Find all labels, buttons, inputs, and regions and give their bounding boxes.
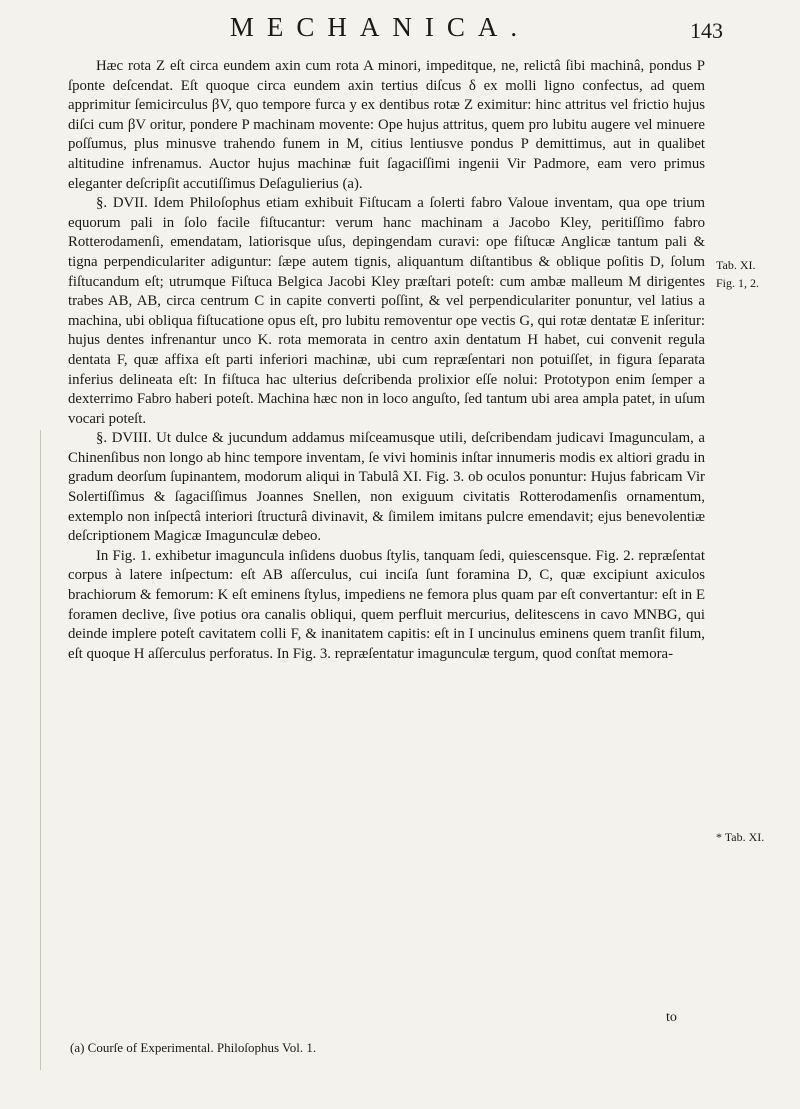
- margin-note-tab-xi-star: * Tab. XI.: [716, 830, 765, 844]
- page-number: 143: [690, 18, 723, 43]
- margin-note-tab-xi: Tab. XI.: [716, 258, 756, 272]
- body-text: [68, 57, 705, 664]
- binding-shadow: [40, 430, 41, 1070]
- paragraph-figures: In Fig. 1. exhibetur imaguncula inſidens duobus ſtylis, tanquam ſedi, quiescensque. Fig. 2. repræſentat corpus à latere inſpectum: eſt AB aſſerculus, cui inciſa ſunt foramina D, C, quæ excipiunt axiculos brachiorum & femorum: K eſt eminens ſtylus, impediens ne femora plus quam par eſt convertantur: eſt in E foramen declive, ſive potius ora canalis obliqui, quem perfluit mercurius, delitescens in cavo MNBG, qui deinde implere poteſt cavitatem colli F, & inanitatem capitis: eſt in I uncinulus eminens quem tranſit filum, eſt quoque H aſſerculus perforatus. In Fig. 3. repræſentatur imagunculæ tergum, quod conſtat memora-: [68, 547, 705, 662]
- paragraph-brake-rota: Hæc rota Z eſt circa eundem axin cum rota A minori, impeditque, ne, relictâ ſibi machinâ, pondus P ſponte deſcendat. Eſt quoque circa eundem axin tertius diſcus δ ex molli ligno confectus, ad quem apprimitur ſemicirculus βV, quo tempore furca y ex dentibus rotæ Z eximitur: hinc attritus vel frictio hujus diſci cum βV oritur, pondere P machinam movente: Ope hujus attritus, quem pro lubitu augere vel minuere poſſumus, plus minusve trahendo funem in M, citius lentiusve pondus P demittimus, aut in qualibet altitudine infrenamus. Auctor hujus machinæ fuit ſagaciſſimi ingenii Vir Padmore, eam vero primus eleganter deſcripſit accutiſſimus Deſagulierius (a).: [68, 58, 705, 192]
- catchword: to: [666, 1010, 677, 1025]
- footnote: (a) Courſe of Experimental. Philoſophus Vol. 1.: [70, 1040, 317, 1055]
- page-header: [0, 10, 800, 50]
- margin-note-fig-1-2: Fig. 1, 2.: [716, 276, 760, 290]
- paragraph-section-dvii: §. DVII. Idem Philoſophus etiam exhibuit Fiſtucam a ſolerti fabro Valoue inventam, qua ope trium equorum pali in ſolo facile fiſtucantur: verum hanc machinam a Jacobo Kley, peritiſſimo fabro Rotterodamenſi, emendatam, latiorisque uſus, depingendam curavi: ope fiſtucæ Anglicæ tantum pali & tigna perpendiculariter adiguntur: ſæpe autem tignis, aliquantum diſtantibus & oblique poſitis D, ſolum fiſtucandum eſt; utrumque Fiſtuca Belgica Jacobi Kley præſtari poteſt: cum ambæ malleum M dirigentes trabes AB, AB, circa centrum C in capite converti poſſint, & vel perpendiculariter ponuntur, vel latius a machina, ubi obliqua fiſtucatione opus eſt, pro lubitu removentur ope vectis G, qui rotæ dentatæ E inſeritur: hujus dentes infrenantur unco K. rota memorata in centro axin dentatum H habet, cui convenit regula dentata F, quæ affixa eſt parti inferiori machinæ, ubi cum repræſentari non potuiſſet, in figura ſeparata inferius delineata eſt: In fiſtuca hac ulterius deſcribenda prolixior eſſe nolui: Prototypon enim ſemper a dexterrimo Fabro haberi poteſt. Machina hæc non in loco anguſto, ſed tantum ubi area ampla patet, in uſum vocari poteſt.: [68, 195, 705, 427]
- paragraph-section-dviii: §. DVIII. Ut dulce & jucundum addamus miſceamusque utili, deſcribendam judicavi Imagunculam, a Chinenſibus non longo ab hinc tempore inventam, ſe vivi hominis inſtar innumeris modis ex altiori gradu in gradum deorſum ſupinantem, modorum aliqui in Tabulâ XI. Fig. 3. ob oculos ponuntur: Hujus fabricam Vir Solertiſſimus & ſagaciſſimus Joannes Snellen, non exiguum civitatis Rotterodamenſis ornamentum, extemplo non inſpectâ interiori ſtructurâ divinavit, & ſimilem imitans pulcre emendavit; ejus benevolentiæ deſcriptionem Magicæ Imagunculæ debeo.: [68, 430, 705, 545]
- running-title: MECHANICA.: [229, 12, 531, 42]
